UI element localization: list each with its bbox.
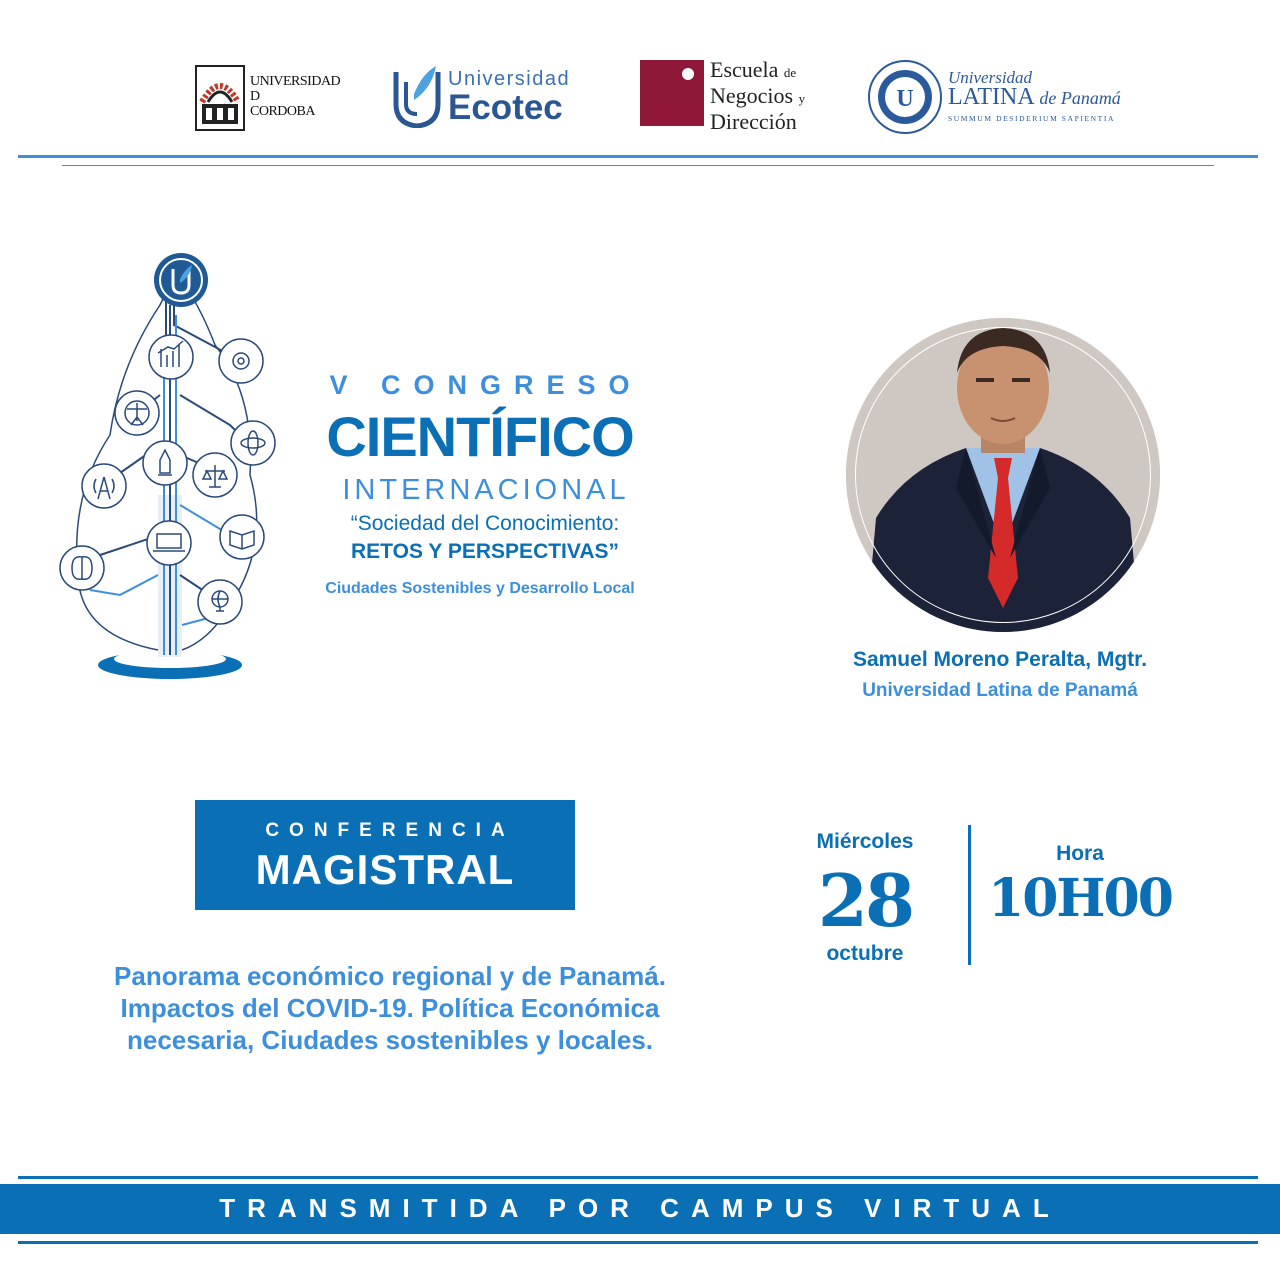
end-y: y <box>798 91 806 106</box>
cordoba-line2: D <box>250 89 260 104</box>
universidad-cordoba-logo <box>192 62 342 137</box>
topic-line3: necesaria, Ciudades sostenibles y locales. <box>126 1025 654 1055</box>
conference-label: CONFERENCIA <box>265 820 515 841</box>
topic-line1: Panorama económico regional y de Panamá. <box>114 961 666 991</box>
cordoba-arch-icon <box>192 62 248 134</box>
latina-motto: SUMMUM DESIDERIUM SAPIENTIA <box>948 114 1115 123</box>
ecotec-line2: Ecotec <box>448 88 563 127</box>
latina-line2b: de Panamá <box>1039 88 1121 108</box>
conference-type: MAGISTRAL <box>255 846 515 893</box>
conference-topic <box>60 960 720 1056</box>
congress-theme-line2: RETOS Y PERSPECTIVAS” <box>350 540 620 563</box>
congress-ordinal: V CONGRESO <box>329 370 643 400</box>
end-de: de <box>783 65 797 80</box>
congress-tagline: Ciudades Sostenibles y Desarrollo Local <box>325 580 635 597</box>
speaker-photo-ring <box>855 327 1151 623</box>
speaker-name: Samuel Moreno Peralta, Mgtr. <box>852 648 1148 671</box>
congress-theme-line1: “Sociedad del Conocimiento: <box>350 512 620 535</box>
knowledge-tree-illustration <box>40 245 300 685</box>
event-hour-value: 10H00 <box>988 868 1172 929</box>
end-line1: Escuela <box>710 57 779 82</box>
schedule-divider <box>968 825 971 965</box>
ecotec-shield-icon <box>392 64 442 128</box>
svg-text:U: U <box>896 86 914 112</box>
header-divider-thin <box>62 165 1214 166</box>
latina-seal-icon <box>866 58 944 136</box>
universidad-ecotec-logo <box>392 60 602 135</box>
end-red-square <box>640 60 704 126</box>
header-divider <box>18 155 1258 158</box>
ecotec-line1: Universidad <box>448 68 571 90</box>
cordoba-line3: CORDOBA <box>250 104 315 119</box>
latina-line2: LATINA <box>948 84 1034 110</box>
escuela-negocios-direccion-logo <box>640 58 840 133</box>
event-month: octubre <box>826 942 904 965</box>
latina-line1: Universidad <box>948 68 1033 87</box>
footer-divider-top <box>18 1176 1258 1179</box>
congress-subtitle: INTERNACIONAL <box>342 474 630 506</box>
event-weekday: Miércoles <box>816 830 914 853</box>
footer-text: TRANSMITIDA POR CAMPUS VIRTUAL <box>219 1193 1061 1223</box>
topic-line2: Impactos del COVID-19. Política Económica <box>120 993 660 1023</box>
end-line2: Negocios <box>710 83 794 108</box>
event-hour-label: Hora <box>1056 842 1104 865</box>
congress-title: CIENTÍFICO <box>326 405 634 468</box>
universidad-latina-logo <box>866 58 1126 138</box>
cordoba-line1: UNIVERSIDAD <box>250 74 341 89</box>
end-dot <box>682 68 694 80</box>
end-line3: Dirección <box>710 109 797 134</box>
footer-divider-bottom <box>18 1241 1258 1244</box>
speaker-institution: Universidad Latina de Panamá <box>862 680 1138 701</box>
event-day-number: 28 <box>817 858 913 943</box>
